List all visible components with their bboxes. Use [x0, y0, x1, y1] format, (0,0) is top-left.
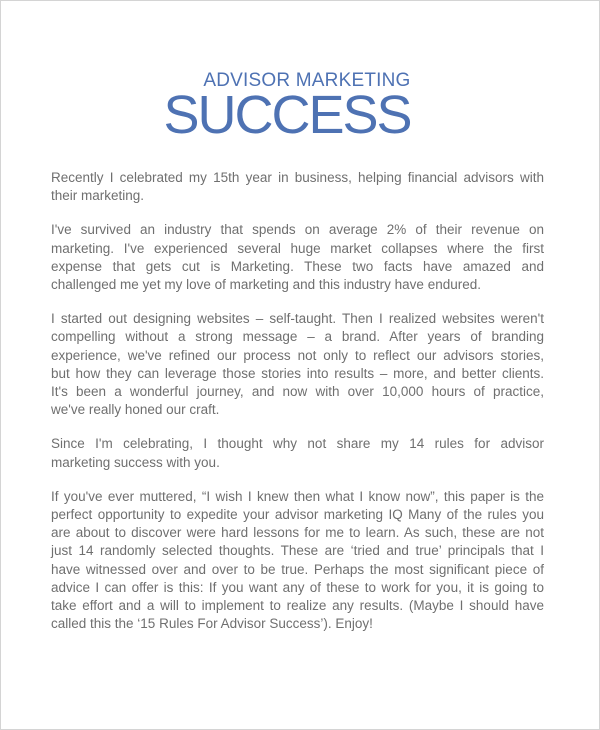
text-line: experience, we've refined our process not only to reflect our advisors stories, [51, 347, 544, 363]
text-line: advice I can offer is this: If you want any of these to work for you, it is going to [51, 579, 544, 595]
text-line: challenged me yet my love of marketing and this industry have endured. [51, 277, 481, 293]
text-line: compelling without a strong message – a brand. After years of branding [51, 329, 544, 345]
text-line: just 14 randomly selected thoughts. These are ‘tried and true’ principals that I [51, 543, 544, 559]
paragraph [51, 169, 544, 205]
text-line: If you've ever muttered, “I wish I knew then what I know now”, this paper is the [51, 488, 544, 504]
text-line: are about to discover were hard lessons for me to learn. As such, these are not [51, 525, 544, 541]
text-line: called this the ‘15 Rules For Advisor Success’). Enjoy! [51, 616, 373, 632]
paragraph [51, 435, 544, 471]
text-line: I started out designing websites – self-taught. Then I realized websites weren't [51, 311, 544, 327]
text-line: expense that gets cut is Marketing. These two facts have amazed and [51, 258, 544, 274]
text-line: have witnessed over and over to be true. Perhaps the most significant piece of [51, 561, 544, 577]
document-header [163, 70, 411, 145]
paragraph [51, 488, 544, 634]
header-title: SUCCESS [163, 85, 411, 145]
text-line: I've survived an industry that spends on average 2% of their revenue on [51, 222, 544, 238]
text-line: their marketing. [51, 188, 145, 204]
header-kicker: ADVISOR MARKETING [203, 70, 411, 91]
text-line: Recently I celebrated my 15th year in business, helping financial advisors with [51, 170, 544, 185]
text-line: It's been a wonderful journey, and now with over 10,000 hours of practice, [51, 384, 544, 400]
text-line: but how they can leverage those stories into results – more, and better clients. [51, 365, 544, 381]
text-line: marketing. I've experienced several huge market collapses where the first [51, 240, 544, 256]
paragraph [51, 221, 544, 294]
text-line: perfect opportunity to expedite your advisor marketing IQ Many of the rules you [51, 507, 544, 523]
paragraph [51, 310, 544, 419]
text-line: Since I'm celebrating, I thought why not share my 14 rules for advisor [51, 436, 544, 452]
text-line: we've really honed our craft. [51, 402, 220, 418]
document-body [51, 169, 544, 633]
text-line: take effort and a will to implement to realize any results. (Maybe I should have [51, 598, 544, 614]
text-line: marketing success with you. [51, 454, 220, 470]
